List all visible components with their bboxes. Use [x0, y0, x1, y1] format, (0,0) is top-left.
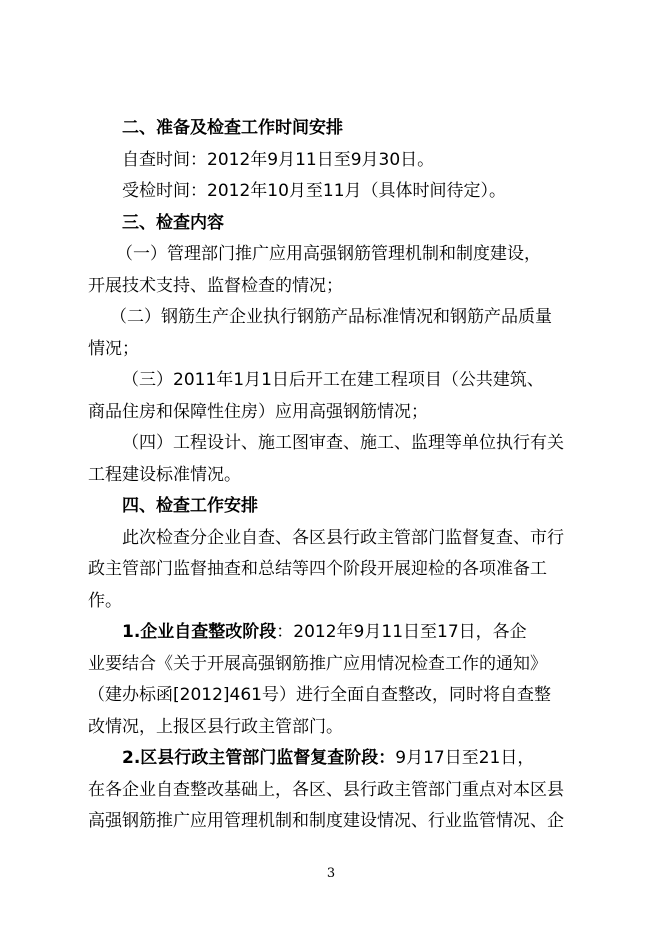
document-body — [88, 113, 588, 838]
content-item-4-cont — [88, 460, 588, 492]
stage-2-title: 2.区县行政主管部门监督复查阶段： — [122, 748, 396, 768]
section-heading-schedule: 二、准备及检查工作时间安排 — [122, 118, 343, 138]
stage-2-line-1 — [88, 743, 588, 775]
content-item-2-cont — [88, 334, 588, 366]
content-item-3 — [88, 365, 588, 397]
self-check-time: 自查时间：2012年9月11日至9月30日。 — [122, 149, 435, 170]
content-item-1-cont — [88, 271, 588, 303]
stage-1-line-3: （建办标函[2012]461号）进行全面自查整改，同时将自查整 — [88, 685, 551, 705]
content-item-1 — [88, 239, 588, 271]
arrangement-para-line-3: 作。 — [88, 590, 122, 611]
stage-2-line-3: 高强钢筋推广应用管理机制和制度建设情况、行业监管情况、企 — [88, 811, 564, 831]
content-item-2-line-1: （二）钢筋生产企业执行钢筋产品标准情况和钢筋产品质量 — [110, 307, 552, 327]
content-item-3-cont — [88, 397, 588, 429]
content-item-4 — [88, 428, 588, 460]
content-item-3-line-2: 商品住房和保障性住房）应用高强钢筋情况； — [88, 401, 428, 422]
content-item-1-line-1: （一）管理部门推广应用高强钢筋管理机制和制度建设， — [116, 244, 541, 264]
stage-2-text: 9月17日至21日， — [395, 748, 535, 768]
stage-1-title: 1.企业自查整改阶段 — [122, 622, 277, 642]
content-item-3-line-1: （三）2011年1月1日后开工在建工程项目（公共建筑、 — [122, 370, 544, 390]
arrangement-para-line-1: 此次检查分企业自查、各区县行政主管部门监督复查、市行 — [122, 527, 564, 548]
section-heading-content: 三、检查内容 — [122, 212, 224, 233]
stage-1-line-4: 改情况，上报区县行政主管部门。 — [88, 716, 343, 737]
arrangement-para-line-2: 政主管部门监督抽查和总结等四个阶段开展迎检的各项准备工 — [88, 559, 547, 579]
content-item-2-line-2: 情况； — [88, 338, 139, 359]
content-item-4-line-2: 工程建设标准情况。 — [88, 464, 241, 485]
stage-2-line-2: 在各企业自查整改基础上，各区、县行政主管部门重点对本区县 — [88, 779, 564, 800]
stage-1-text: ：2012年9月11日至17日，各企 — [276, 622, 527, 642]
section-heading-arrangement: 四、检查工作安排 — [122, 496, 258, 516]
content-item-2 — [88, 302, 588, 334]
content-item-1-line-2: 开展技术支持、监督检查的情况； — [88, 275, 343, 296]
page-number: 3 — [326, 866, 336, 881]
stage-1-line-1 — [88, 617, 588, 649]
inspection-time: 受检时间：2012年10月至11月（具体时间待定）。 — [122, 181, 507, 201]
stage-1-line-2: 业要结合《关于开展高强钢筋推广应用情况检查工作的通知》 — [88, 653, 547, 674]
content-item-4-line-1: （四）工程设计、施工图审查、施工、监理等单位执行有关 — [122, 433, 564, 453]
